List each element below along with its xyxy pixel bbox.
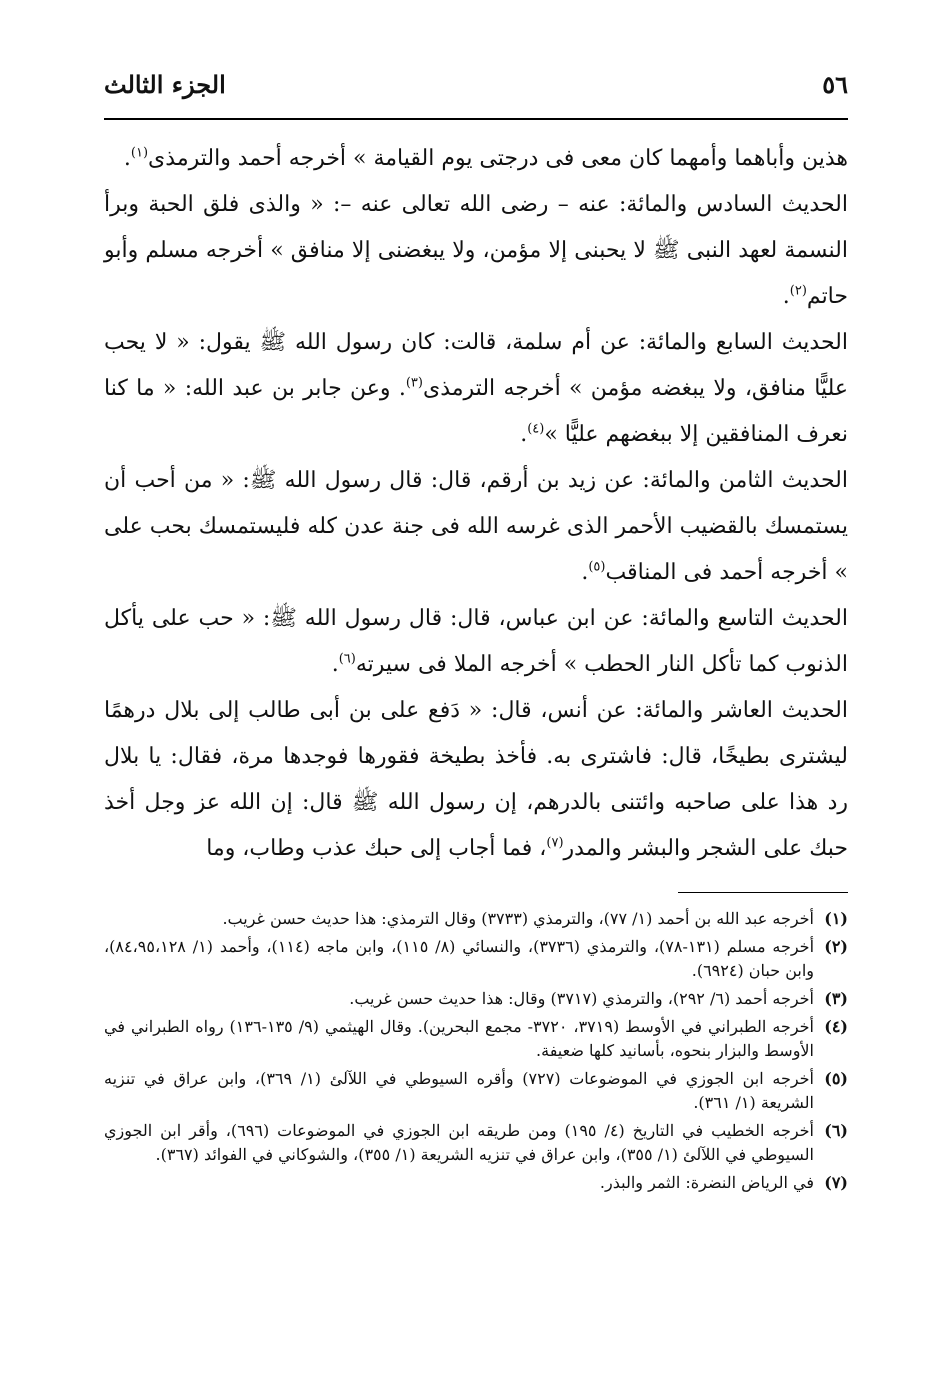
footnote-text: أخرجه أحمد (٦/ ٢٩٢)، والترمذي (٣٧١٧) وقال: هذا حديث حسن غريب. — [349, 989, 814, 1008]
footnotes — [104, 907, 848, 1195]
footnote-number: (٣) — [824, 989, 848, 1008]
book-page — [104, 70, 848, 1199]
footnote-text: أخرجه ابن الجوزي في الموضوعات (٧٢٧) وأقره السيوطي في اللآلئ (١/ ٣٦٩)، وابن عراق في تنزيه الشريعة (١/ ٣٦١). — [104, 1069, 815, 1112]
footnote-ref: (١) — [130, 145, 149, 161]
paragraph — [104, 596, 848, 688]
footnote-number: (١) — [824, 909, 848, 928]
footnote — [104, 907, 848, 931]
main-text — [104, 136, 848, 872]
footnote-separator — [678, 892, 848, 893]
paragraph — [104, 688, 848, 872]
footnote — [104, 1067, 848, 1115]
paragraph-tail: . — [331, 652, 339, 677]
footnote-number: (٦) — [824, 1121, 848, 1140]
footnote-ref: (٦) — [338, 651, 356, 667]
footnote-text: أخرجه الطبراني في الأوسط (٣٧١٩، ٣٧٢٠- مجمع البحرين). وقال الهيثمي (٩/ ١٣٥-١٣٦) رواه الطبراني في الأوسط والبزار بنحوه، بأسانيد كلها ضعيفة. — [104, 1017, 814, 1060]
paragraph-text: الحديث السابع والمائة: عن أم سلمة، قالت: كان رسول الله ﷺ يقول: « لا يحب عليًّا منافق، ولا يبغضه مؤمن » أخرجه الترمذى — [104, 330, 848, 401]
header-rule — [104, 118, 848, 120]
footnote-number: (٥) — [824, 1069, 848, 1088]
part-title: الجزء الثالث — [104, 70, 226, 99]
paragraph-tail: . — [581, 560, 589, 585]
paragraph — [104, 320, 848, 458]
paragraph-tail: . — [782, 284, 790, 309]
footnote-ref: (٧) — [546, 835, 564, 851]
paragraph — [104, 182, 848, 320]
footnote-ref: (٥) — [588, 559, 606, 575]
paragraph-tail: . — [123, 146, 131, 171]
footnote — [104, 1171, 848, 1195]
footnote-number: (٤) — [824, 1017, 848, 1036]
paragraph-tail: . وعن جابر بن عبد الله: « ما كنا نعرف المنافقين إلا ببغضهم عليًّا » — [104, 376, 848, 447]
paragraph-text: الحديث الثامن والمائة: عن زيد بن أرقم، قال: قال رسول الله ﷺ: « من أحب أن يستمسك بالقضيب الأحمر الذى غرسه الله فى جنة عدن كله فليستمسك بحب على » أخرجه أحمد فى المناقب — [104, 468, 848, 585]
paragraph-tail: ، فما أجاب إلى حبك عذب وطاب، وما — [206, 836, 547, 861]
footnote-text: أخرجه مسلم (١٣١-٧٨)، والترمذي (٣٧٣٦)، والنسائي (٨/ ١١٥)، وابن ماجه (١١٤)، وأحمد (١/ ٨٤،٩٥،١٢٨)، وابن حبان (٦٩٢٤). — [104, 937, 815, 980]
paragraph — [104, 136, 848, 182]
footnote-number: (٧) — [824, 1173, 848, 1192]
paragraph-text: الحديث التاسع والمائة: عن ابن عباس، قال: قال رسول الله ﷺ: « حب على يأكل الذنوب كما تأكل النار الحطب » أخرجه الملا فى سيرته — [104, 606, 848, 677]
footnote — [104, 1119, 848, 1167]
paragraph-text: الحديث العاشر والمائة: عن أنس، قال: « دَفع على بن أبى طالب إلى بلال درهمًا ليشترى بطيخًا، قال: فاشترى به. فأخذ بطيخة فقورها فوجدها مرة، فقال: يا بلال رد هذا على صاحبه وائتنى بالدرهم، إن رسول الله ﷺ قال: إن الله عز وجل أخذ حبك على الشجر والبشر والمدر — [104, 698, 848, 861]
paragraph-text: هذين وأباهما وأمهما كان معى فى درجتى يوم القيامة » أخرجه أحمد والترمذى — [148, 146, 848, 171]
footnote-number: (٢) — [824, 937, 848, 956]
footnote-ref: (٢) — [789, 283, 807, 299]
page-header — [104, 70, 848, 110]
footnote-ref: (٤) — [527, 421, 545, 437]
paragraph — [104, 458, 848, 596]
footnote-text: في الرياض النضرة: الثمر والبذر. — [599, 1173, 814, 1192]
footnote-ref: (٣) — [405, 375, 423, 391]
paragraph-tail: . — [520, 422, 528, 447]
footnote-text: أخرجه عبد الله بن أحمد (١/ ٧٧)، والترمذي (٣٧٣٣) وقال الترمذي: هذا حديث حسن غريب. — [222, 909, 814, 928]
footnote — [104, 1015, 848, 1063]
footnote-text: أخرجه الخطيب في التاريخ (٤/ ١٩٥) ومن طريقه ابن الجوزي في الموضوعات (٦٩٦)، وأقر ابن الجوزي السيوطي في اللآلئ (١/ ٣٥٥)، وابن عراق في تنزيه الشريعة (١/ ٣٥٥)، والشوكاني في الفوائد (٣٦٧). — [104, 1121, 815, 1164]
paragraph-text: الحديث السادس والمائة: عنه – رضى الله تعالى عنه –: « والذى فلق الحبة وبرأ النسمة لعهد النبى ﷺ لا يحبنى إلا مؤمن، ولا يبغضنى إلا منافق » أخرجه مسلم وأبو حاتم — [104, 192, 848, 309]
page-number: ٥٦ — [822, 70, 848, 99]
footnote — [104, 935, 848, 983]
footnote — [104, 987, 848, 1011]
